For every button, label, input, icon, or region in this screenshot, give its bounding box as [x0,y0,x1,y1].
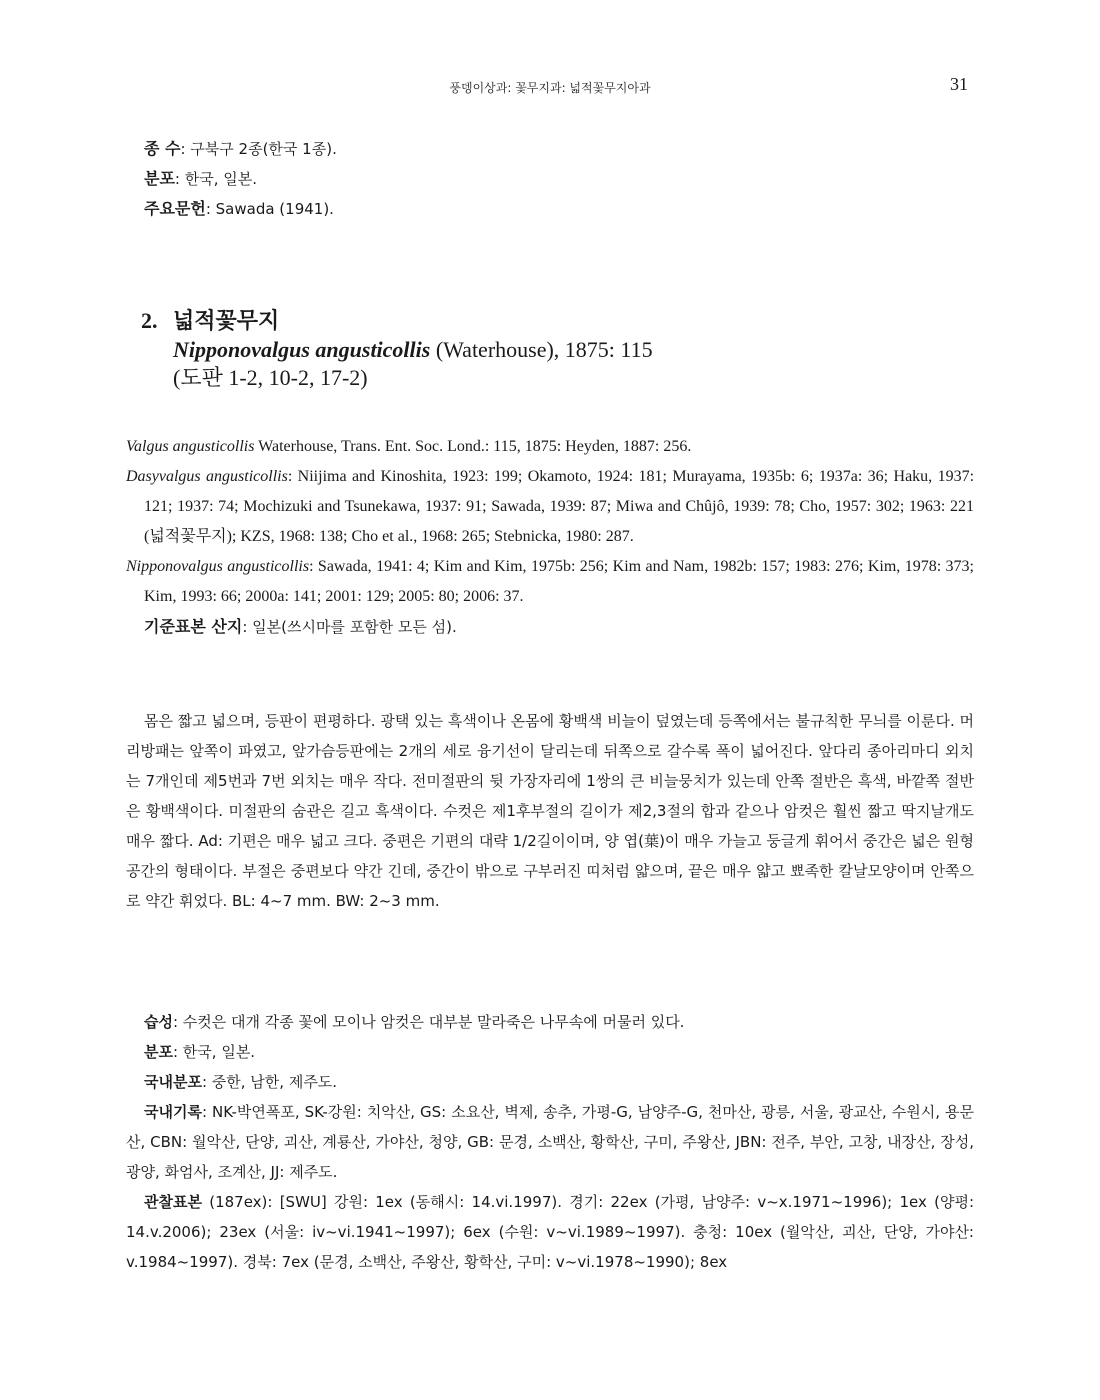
species-facts [126,1007,974,1277]
description: 몸은 짧고 넓으며, 등판이 편평하다. 광택 있는 흑색이나 온몸에 황백색 비늘이 덮였는데 등쪽에서는 불규칙한 무늬를 이룬다. 머리방패는 앞쪽이 파였고, 앞가슴등판에는 2개의 세로 융기선이 달리는데 뒤쪽으로 갈수록 폭이 넓어진다. 앞다리 종아리마디 외치는 7개인데 제5번과 7번 외치는 매우 작다. 전미절판의 뒷 가장자리에 1쌍의 큰 비늘뭉치가 있는데 안쪽 절반은 흑색, 바깥쪽 절반은 황백색이다. 미절판의 숨관은 길고 흑색이다. 수컷은 제1후부절의 길이가 제2,3절의 합과 같으나 암컷은 훨씬 짧고 딱지날개도 매우 짧다. Ad: 기편은 매우 넓고 크다. 중편은 기편의 대략 1/2길이이며, 양 엽(葉)이 매우 가늘고 둥글게 휘어서 중간은 넓은 원형 공간의 형태이다. 부절은 중편보다 약간 긴데, 중간이 밖으로 구부러진 띠처럼 얇으며, 끝은 매우 얇고 뾰족한 칼날모양이며 안쪽으로 약간 휘었다. BL: 4~7 mm. BW: 2~3 mm. [126,712,974,910]
fact-habit: 습성: 수컷은 대개 각종 꽃에 모이나 암컷은 대부분 말라죽은 나무속에 머물러 있다. [144,1013,685,1031]
fact-domestic-distribution: 국내분포: 중한, 남한, 제주도. [144,1073,338,1091]
fact-distribution: 분포: 한국, 일본. [144,169,258,188]
species-plates: (도판 1-2, 10-2, 17-2) [173,365,368,390]
fact-examined-specimens: 관찰표본 (187ex): [SWU] 강원: 1ex (동해시: 14.vi.1997). 경기: 22ex (가평, 남양주: v~x.1971~1996); 1ex (양평: 14.v.2006); 23ex (서울: iv~vi.1941~1997); 6ex (수원: v~vi.1989~1997). 충청: 10ex (월악산, 괴산, 단양, 가야산: v.1984~1997). 경북: 7ex (문경, 소백산, 주왕산, 황학산, 구미: v~vi.1978~1990); 8ex [126,1193,974,1271]
synonym-entry: Nipponovalgus angusticollis: Sawada, 1941: 4; Kim and Kim, 1975b: 256; Kim and Nam, 1982b: 157; 1983: 276; Kim, 1978: 373; Kim, 1993: 66; 2000a: 141; 2001: 129; 2005: 80; 2006: 37. [126,558,974,605]
synonym-entry: Dasyvalgus angusticollis: Niijima and Kinoshita, 1923: 199; Okamoto, 1924: 181; Murayama, 1935b: 6; 1937a: 36; Haku, 1937: 121; 1937: 74; Mochizuki and Tsunekawa, 1937: 91; Sawada, 1939: 87; Miwa and Chûjô, 1939: 78; Cho, 1957: 302; 1963: 221 (넓적꽃무지); KZS, 1968: 138; Cho et al., 1968: 265; Stebnicka, 1980: 287. [126,468,975,545]
synonymy [126,432,974,642]
species-heading [141,307,653,392]
fact-literature: 주요문헌: Sawada (1941). [144,199,334,218]
fact-species-count: 종 수: 구북구 2종(한국 1종). [144,139,337,158]
running-title: 풍뎅이상과: 꽃무지과: 넓적꽃무지아과 [449,81,651,95]
species-scientific-name: Nipponovalgus angusticollis [173,337,431,362]
type-locality: 기준표본 산지: 일본(쓰시마를 포함한 모든 섬). [144,617,457,636]
synonym-entry: Valgus angusticollis Waterhouse, Trans. Ent. Soc. Lond.: 115, 1875: Heyden, 1887: 256. [126,438,692,455]
page-number: 31 [950,74,968,94]
genus-facts [126,134,974,224]
fact-domestic-records: 국내기록: NK-박연폭포, SK-강원: 치악산, GS: 소요산, 벽제, 송추, 가평-G, 남양주-G, 천마산, 광릉, 서울, 광교산, 수원시, 용문산, CBN: 월악산, 단양, 괴산, 계룡산, 가야산, 청양, GB: 문경, 소백산, 황학산, 구미, 주왕산, JBN: 전주, 부안, 고창, 내장산, 장성, 광양, 화엄사, 조계산, JJ: 제주도. [126,1103,974,1181]
fact-distribution: 분포: 한국, 일본. [144,1043,256,1061]
species-korean-name: 넓적꽃무지 [173,309,280,334]
species-number: 2. [141,308,158,333]
species-authority: (Waterhouse), 1875: 115 [430,337,653,362]
